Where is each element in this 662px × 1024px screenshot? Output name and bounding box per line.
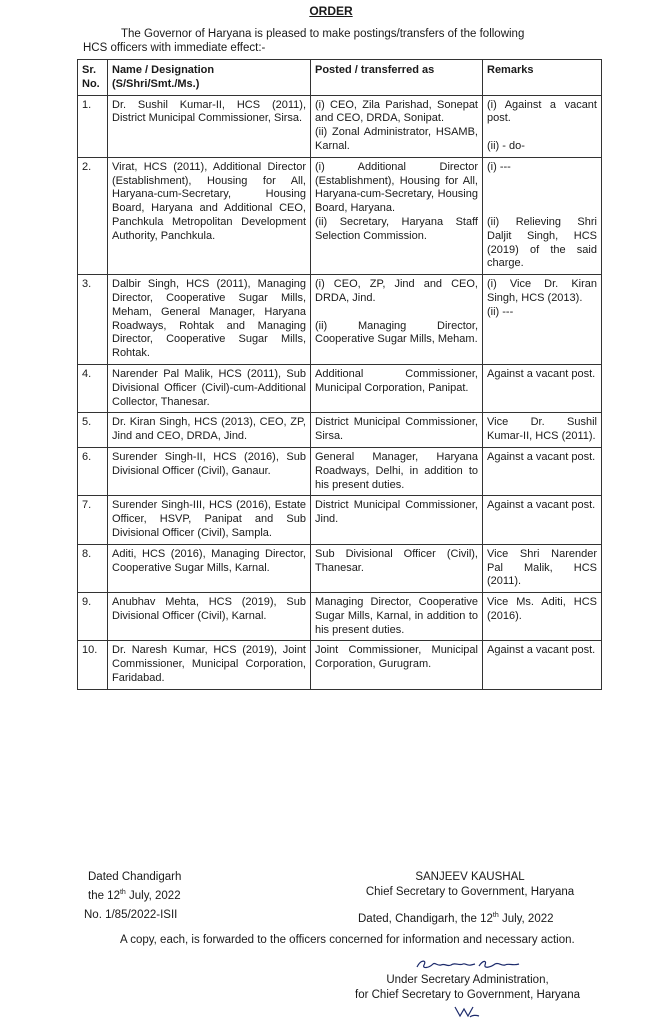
table-row [78,275,602,365]
posted-line: (i) CEO, ZP, Jind and CEO, DRDA, Jind. [315,278,478,304]
remarks-line: (i) Vice Dr. Kiran Singh, HCS (2013). [487,278,597,304]
memo-dated: Dated, Chandigarh, the 12th July, 2022 [358,912,554,925]
row-posted-as [311,413,483,448]
remarks-line: (ii) --- [487,305,514,318]
row-posted-as [311,95,483,157]
row-remarks [483,544,602,592]
row-posted-as [311,544,483,592]
blank-line [487,175,597,189]
blank-line [487,188,597,202]
row-name-designation: Narender Pal Malik, HCS (2011), Sub Divisional Officer (Civil)-cum-Additional Collector, Thanesar. [108,364,311,412]
row-name-designation: Anubhav Mehta, HCS (2019), Sub Divisional Officer (Civil), Karnal. [108,593,311,641]
row-posted-as [311,593,483,641]
table-body [78,95,602,689]
row-remarks [483,641,602,689]
blank-line [487,126,597,140]
remarks-line: Vice Dr. Sushil Kumar-II, HCS (2011). [487,416,597,443]
table-row [78,544,602,592]
row-remarks [483,157,602,274]
dated-place: Dated Chandigarh [88,871,182,883]
row-name-designation: Dalbir Singh, HCS (2011), Managing Director, Cooperative Sugar Mills, Meham, General Manager, Haryana Roadways, Rohtak and Managing Director, Cooperative Sugar Mills, Rohtak. [108,275,311,365]
remarks-line: Against a vacant post. [487,450,596,463]
posted-line: Joint Commissioner, Municipal Corporation, Gurugram. [315,644,478,671]
row-name-designation: Surender Singh-III, HCS (2016), Estate Officer, HSVP, Panipat and Sub Divisional Officer (Civil), Sampla. [108,496,311,544]
table-row [78,447,602,495]
under-secretary-title: Under Secretary Administration, [386,974,549,986]
table-row [78,413,602,448]
row-sr-no: 7. [78,496,108,544]
copy-forwarded-text: A copy, each, is forwarded to the officers concerned for information and necessary action. [120,934,575,946]
row-name-designation: Dr. Naresh Kumar, HCS (2019), Joint Commissioner, Municipal Corporation, Faridabad. [108,641,311,689]
row-remarks [483,364,602,412]
header-sr-no: Sr. No. [78,60,108,96]
initials-mark [452,1003,482,1019]
posted-line: General Manager, Haryana Roadways, Delhi, in addition to his present duties. [315,450,478,491]
header-posted-as: Posted / transferred as [311,60,483,96]
posted-line: (ii) Zonal Administrator, HSAMB, Karnal. [315,126,478,152]
table-row [78,157,602,274]
posted-line: (i) Additional Director (Establishment), Housing for All, Haryana-cum-Secretary, Housing Board, Haryana. [315,160,478,215]
posted-line: Additional Commissioner, Municipal Corporation, Panipat. [315,367,478,394]
row-remarks [483,95,602,157]
row-remarks [483,447,602,495]
posted-line: District Municipal Commissioner, Jind. [315,499,478,526]
table-row [78,496,602,544]
signatory-title: Chief Secretary to Government, Haryana [365,886,575,898]
remarks-line: (i) --- [487,160,511,173]
under-secretary-for: for Chief Secretary to Government, Haryana [355,989,580,1001]
dated-block [88,870,181,904]
row-sr-no: 8. [78,544,108,592]
header-name-designation: Name / Designation (S/Shri/Smt./Ms.) [108,60,311,96]
row-sr-no: 6. [78,447,108,495]
row-sr-no: 5. [78,413,108,448]
posted-line: (ii) Secretary, Haryana Staff Selection Commission. [315,215,478,242]
row-remarks [483,275,602,365]
row-posted-as [311,496,483,544]
row-posted-as [311,275,483,365]
row-posted-as [311,447,483,495]
under-secretary-block [330,973,605,1003]
table-row [78,364,602,412]
row-posted-as [311,364,483,412]
posted-line: (ii) Managing Director, Cooperative Sugar Mills, Meham. [315,319,478,346]
row-sr-no: 4. [78,364,108,412]
remarks-line: (ii) - do- [487,139,525,152]
table-header-row [78,60,602,96]
row-sr-no: 1. [78,95,108,157]
remarks-line: Against a vacant post. [487,499,596,512]
row-remarks [483,593,602,641]
posted-line: (i) CEO, Zila Parishad, Sonepat and CEO, DRDA, Sonipat. [315,98,478,125]
posted-line: District Municipal Commissioner, Sirsa. [315,416,478,443]
intro-line-2: HCS officers with immediate effect:- [83,42,266,54]
posted-line: Sub Divisional Officer (Civil), Thanesar. [315,547,478,574]
table-row [78,95,602,157]
row-name-designation: Aditi, HCS (2016), Managing Director, Cooperative Sugar Mills, Karnal. [108,544,311,592]
dated-date: the 12th July, 2022 [88,889,181,902]
row-posted-as [311,641,483,689]
table-row [78,641,602,689]
row-sr-no: 3. [78,275,108,365]
postings-table [77,59,602,690]
remarks-line: Against a vacant post. [487,367,596,380]
remarks-line: (i) Against a vacant post. [487,98,597,125]
row-name-designation: Surender Singh-II, HCS (2016), Sub Divisional Officer (Civil), Ganaur. [108,447,311,495]
row-sr-no: 9. [78,593,108,641]
remarks-line: Vice Shri Narender Pal Malik, HCS (2011). [487,547,597,588]
memo-number: No. 1/85/2022-ISII [84,909,178,921]
order-title: ORDER [309,4,353,18]
row-name-designation: Virat, HCS (2011), Additional Director (Establishment), Housing for All, Haryana-cum-Secretary, Housing Board, Haryana and Additional CEO, Panchkula Metropolitan Development Authority, Panchkula. [108,157,311,274]
intro-paragraph [83,27,603,55]
row-name-designation: Dr. Sushil Kumar-II, HCS (2011), District Municipal Commissioner, Sirsa. [108,95,311,157]
row-posted-as [311,157,483,274]
row-name-designation: Dr. Kiran Singh, HCS (2013), CEO, ZP, Jind and CEO, DRDA, Jind. [108,413,311,448]
posted-line: Managing Director, Cooperative Sugar Mills, Karnal, in addition to his present duties. [315,596,478,636]
remarks-line: (ii) Relieving Shri Daljit Singh, HCS (2019) of the said charge. [487,215,597,270]
signatory-name: SANJEEV KAUSHAL [415,871,525,883]
remarks-line: Against a vacant post. [487,644,596,657]
row-sr-no: 10. [78,641,108,689]
signature [415,956,525,972]
blank-line [487,202,597,216]
row-remarks [483,496,602,544]
blank-line [315,306,478,320]
signatory-block [350,870,590,900]
header-remarks: Remarks [483,60,602,96]
remarks-line: Vice Ms. Aditi, HCS (2016). [487,596,597,622]
row-sr-no: 2. [78,157,108,274]
row-remarks [483,413,602,448]
table-row [78,593,602,641]
intro-line-1: The Governor of Haryana is pleased to make postings/transfers of the following [121,28,525,40]
